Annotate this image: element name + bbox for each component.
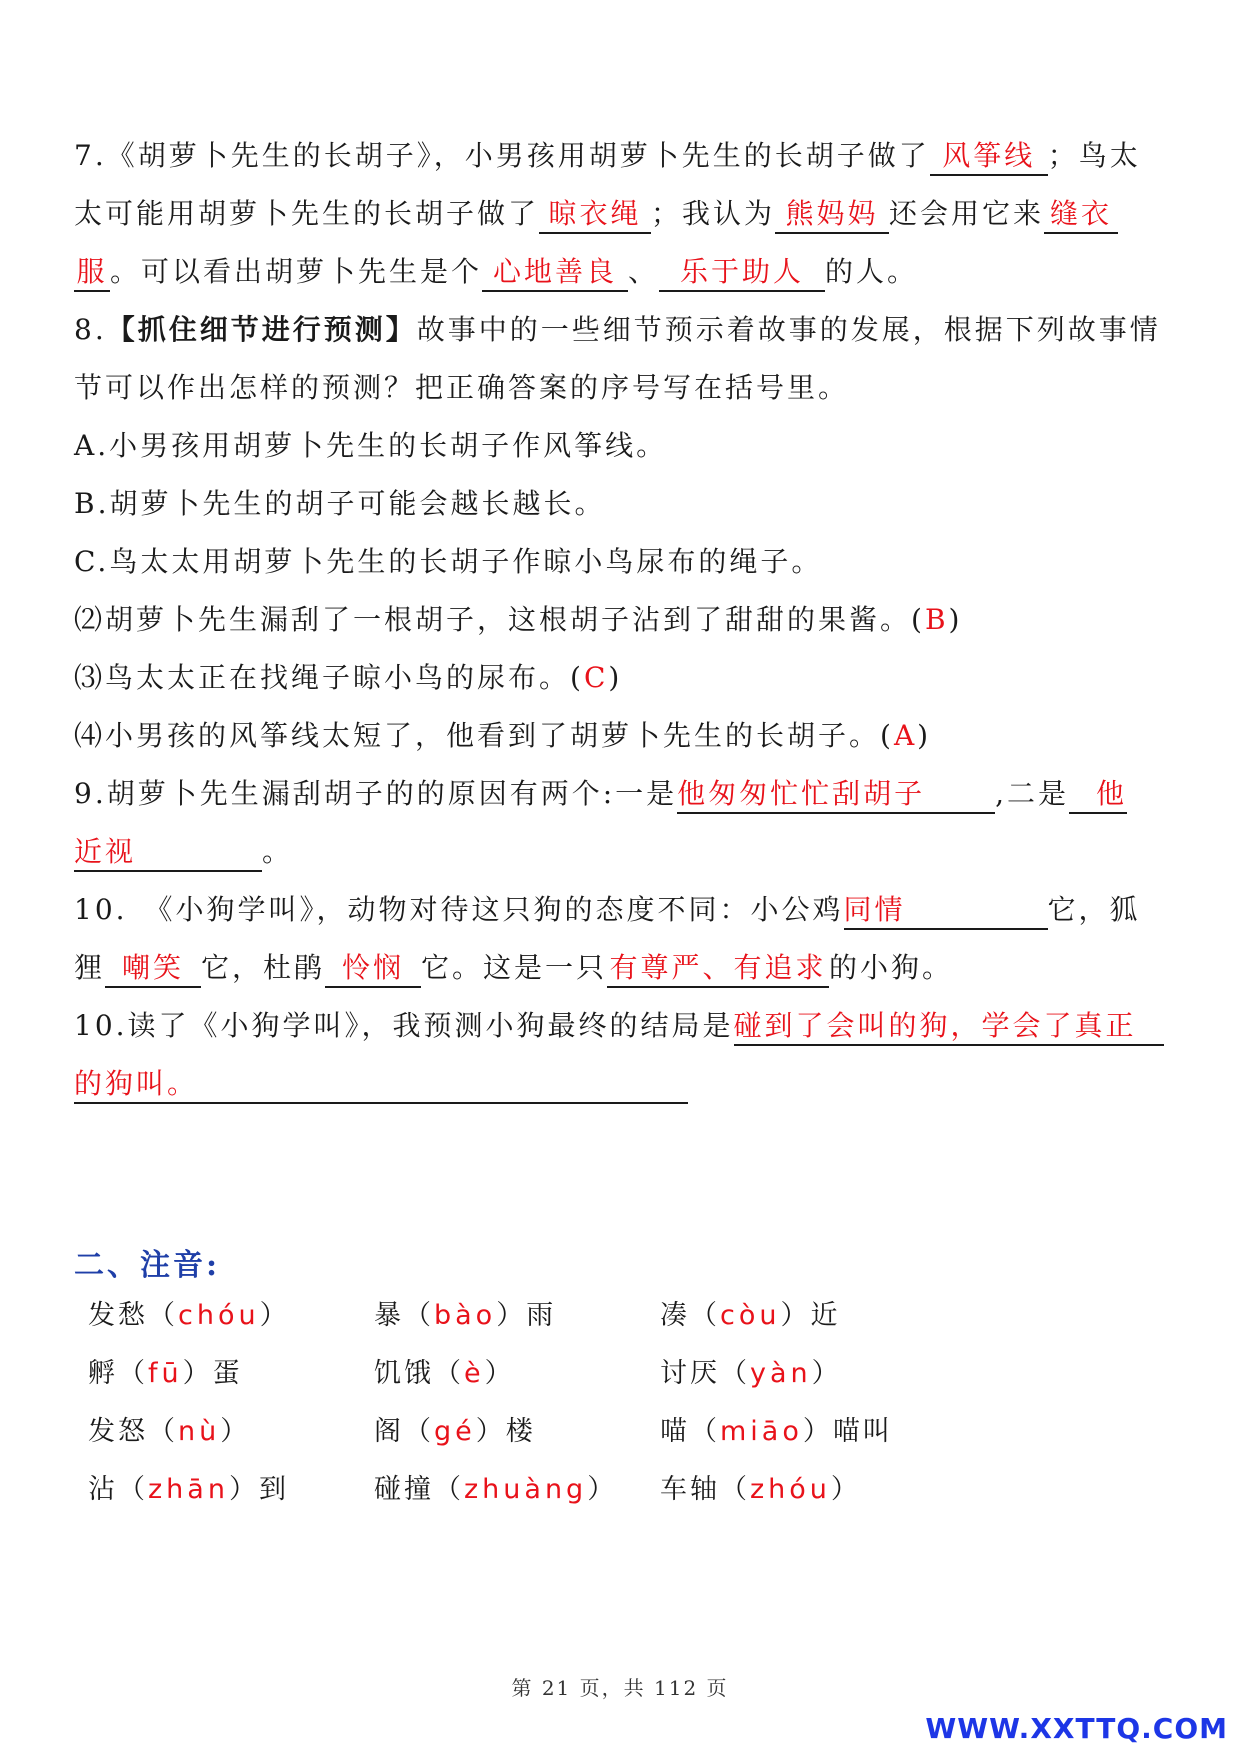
q7-answer-blank: 服: [74, 254, 110, 292]
q7-answer-blank: 乐于助人: [659, 254, 825, 292]
site-watermark: WWW.XXTTQ.COM: [925, 1712, 1228, 1745]
q10a-text: 10. 《小狗学叫》，动物对待这只狗的态度不同：小公鸡: [74, 893, 844, 926]
pinyin-item: 喵（miāo）喵叫: [660, 1416, 893, 1447]
q10b-line-2: [74, 1064, 1166, 1104]
q10b-text: 10.读了《小狗学叫》，我预测小狗最终的结局是: [74, 1009, 734, 1042]
pinyin-row-2: [88, 1354, 1088, 1394]
pinyin-item: 暴（bào）雨: [374, 1300, 557, 1331]
q7-text: 的人。: [825, 255, 919, 288]
q7-answer-blank: 熊妈妈: [775, 196, 889, 234]
pinyin-item: 饥饿（è）: [374, 1358, 515, 1389]
q7-text: 、: [628, 255, 660, 288]
page-number: 第 21 页，共 112 页: [511, 1676, 729, 1700]
pinyin-item: 孵（fū）蛋: [88, 1358, 243, 1389]
q9-line-2: [74, 832, 1166, 872]
q7-line-3: [74, 252, 1166, 292]
q8-item-text: ⑷小男孩的风筝线太短了，他看到了胡萝卜先生的长胡子。(: [74, 719, 894, 752]
q9-answer-blank: 他: [1069, 776, 1127, 814]
q10a-answer-blank: 怜悯: [325, 950, 421, 988]
q8-item-answer: A: [893, 719, 918, 752]
pinyin-row-3: [88, 1412, 1088, 1452]
q7-text: 还会用它来: [889, 197, 1045, 230]
q7-answer-blank: 晾衣绳: [539, 196, 651, 234]
section-title-pinyin: 二、注音:: [74, 1248, 221, 1283]
q8-number: 8.: [74, 313, 107, 346]
q7-line-1: [74, 136, 1166, 176]
q7-answer-blank: 心地善良: [482, 254, 628, 292]
q7-answer-blank: 风筝线: [930, 138, 1048, 176]
pinyin-item: 车轴（zhóu）: [660, 1474, 861, 1505]
q8-item-close: ): [948, 603, 963, 636]
q8-option-b: B.胡萝卜先生的胡子可能会越长越长。: [74, 487, 606, 520]
pinyin-item: 碰撞（zhuàng）: [374, 1474, 618, 1505]
q8-item-close: ): [917, 719, 932, 752]
q7-text: 太可能用胡萝卜先生的长胡子做了: [74, 197, 540, 230]
q10a-answer-blank: 嘲笑: [105, 950, 201, 988]
q7-line-2: [74, 194, 1166, 234]
pinyin-item: 凑（còu）近: [660, 1300, 841, 1331]
q7-text: 7.《胡萝卜先生的长胡子》，小男孩用胡萝卜先生的长胡子做了: [74, 139, 930, 172]
q9-answer-blank: 近视: [74, 834, 262, 872]
q9-text: 。: [262, 835, 294, 868]
q10a-text: 它，杜鹃: [201, 951, 326, 984]
pinyin-row-4: [88, 1470, 1088, 1510]
q7-text: 。可以看出胡萝卜先生是个: [110, 255, 483, 288]
q7-answer-blank: 缝衣: [1044, 196, 1118, 234]
pinyin-item: 阁（gé）楼: [374, 1416, 536, 1447]
q10a-answer-blank: 同情: [844, 892, 1048, 930]
q10b-line-1: [74, 1006, 1166, 1046]
q9-answer-blank: 他匆匆忙忙刮胡子: [677, 776, 995, 814]
q8-item-3: [74, 658, 1166, 698]
q8-item-4: [74, 716, 1166, 756]
pinyin-item: 发怒（nù）: [88, 1416, 251, 1447]
q8-tag: 【抓住细节进行预测】: [106, 313, 417, 346]
q9-text: 9.胡萝卜先生漏刮胡子的的原因有两个:一是: [74, 777, 678, 810]
q8-option-c: C.鸟太太用胡萝卜先生的长胡子作晾小鸟尿布的绳子。: [74, 545, 823, 578]
pinyin-item: 沾（zhān）到: [88, 1474, 289, 1505]
q8-item-close: ): [608, 661, 623, 694]
pinyin-item: 发愁（chóu）: [88, 1300, 290, 1331]
q8-item-2: [74, 600, 1166, 640]
q8-item-answer: C: [583, 661, 609, 694]
q10a-text: 狸: [74, 951, 106, 984]
q8-line-1: [74, 310, 1166, 350]
q8-line-2: 节可以作出怎样的预测？把正确答案的序号写在括号里。: [74, 371, 850, 404]
q10a-line-2: [74, 948, 1166, 988]
q10a-answer-blank: 有尊严、有追求: [607, 950, 829, 988]
q7-text: ；鸟太: [1047, 139, 1141, 172]
pinyin-row-1: [88, 1296, 1088, 1336]
q10a-line-1: [74, 890, 1166, 930]
q10a-text: 它，狐: [1047, 893, 1141, 926]
q10b-answer-blank: 碰到了会叫的狗，学会了真正: [734, 1008, 1164, 1046]
q8-item-answer: B: [924, 603, 949, 636]
pinyin-item: 讨厌（yàn）: [660, 1358, 842, 1389]
q8-item-text: ⑵胡萝卜先生漏刮了一根胡子，这根胡子沾到了甜甜的果酱。(: [74, 603, 925, 636]
q7-text: ；我认为: [651, 197, 776, 230]
q8-option-a: A.小男孩用胡萝卜先生的长胡子作风筝线。: [74, 429, 668, 462]
q10b-answer-blank: 的狗叫。: [74, 1066, 688, 1104]
q9-text: ,二是: [995, 777, 1070, 810]
q9-line-1: [74, 774, 1166, 814]
q8-text: 故事中的一些细节预示着故事的发展，根据下列故事情: [416, 313, 1161, 346]
q8-item-text: ⑶鸟太太正在找绳子晾小鸟的尿布。(: [74, 661, 584, 694]
q10a-text: 的小狗。: [829, 951, 954, 984]
q10a-text: 它。这是一只: [421, 951, 608, 984]
